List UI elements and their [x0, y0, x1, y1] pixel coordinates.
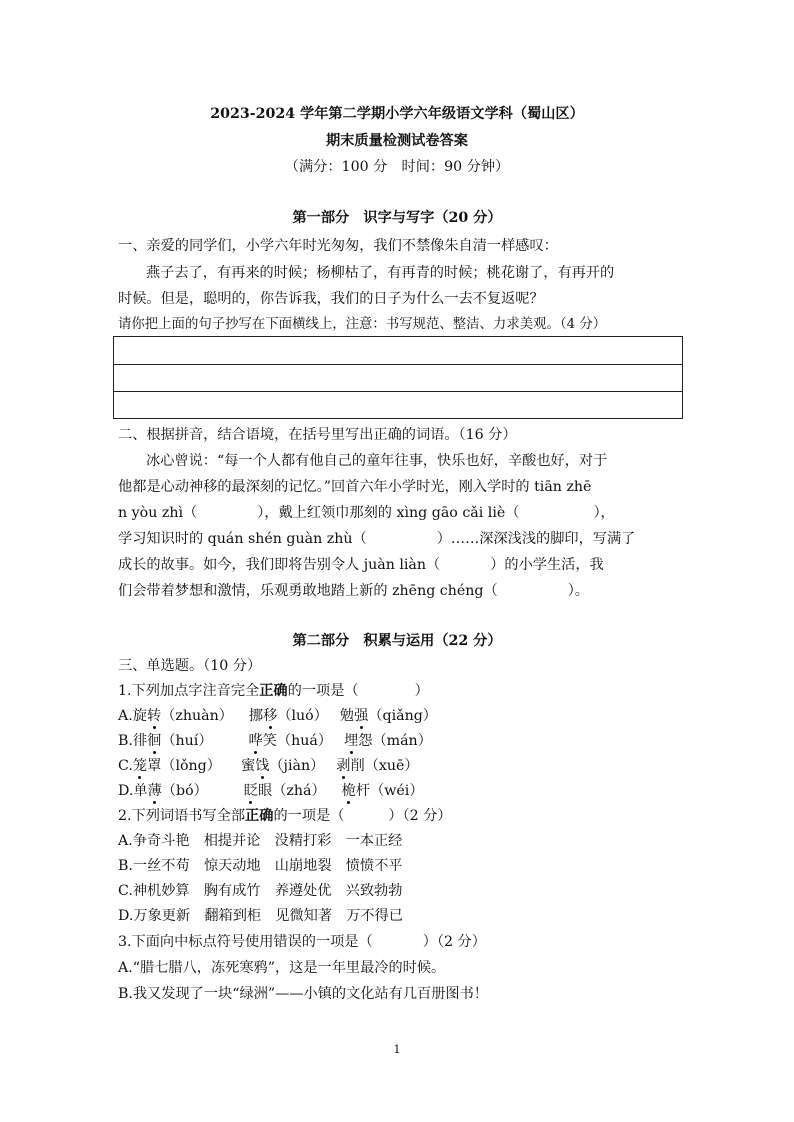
pinyin-juanlian: 成长的故事。如今，我们即将告别令人 juàn liàn（ [118, 557, 441, 573]
word-char: 挪 [248, 708, 264, 724]
pinyin: （lǒng） [161, 758, 221, 774]
dotted-char: 笼 [132, 758, 148, 774]
stem-text: ）（2 分） [388, 808, 452, 824]
q2-intro: 二、根据拼音，结合语境，在括号里写出正确的词语。（16 分） [118, 427, 517, 443]
dotted-char: 哗 [248, 733, 263, 749]
q3-3-option-a: A.“腊七腊八，冻死寒鸦”，这是一年里最冷的时候。 [118, 960, 446, 976]
word-char: 单 [133, 783, 148, 799]
word-char: 眼 [258, 783, 273, 799]
q3-1-option-c [118, 756, 419, 776]
word-char: 勉 [339, 708, 355, 724]
word-char: 蜜 [240, 758, 256, 774]
q3-2-option-c: C.神机妙算 胸有成竹 养遵处优 兴致勃勃 [118, 883, 403, 899]
q1-intro: 一、亲爱的同学们，小学六年时光匆匆，我们不禁像朱自清一样感叹： [118, 238, 558, 254]
word-char: 削 [350, 758, 365, 774]
word-char: 笑 [262, 733, 277, 749]
q2-line3 [118, 503, 615, 523]
q3-2-option-b: B.一丝不苟 惊天动地 山崩地裂 愤愤不平 [118, 858, 403, 874]
word-char: 罩 [147, 758, 162, 774]
q2-line1: 冰心曾说：“每一个人都有他自己的童年往事，快乐也好，辛酸也好，对于 [146, 453, 608, 469]
score-time: （满分：100 分 时间：90 分钟） [284, 159, 510, 175]
option-letter: D. [118, 783, 134, 799]
pinyin-xinggaocailie: ），戴上红领巾那刻的 xìng gāo cǎi liè（ [257, 505, 520, 521]
word-char: 徘 [132, 733, 148, 749]
pinyin-quanshenguanzhu: 学习知识时的 quán shén guàn zhù（ [118, 531, 367, 547]
dotted-char: 埋 [344, 733, 359, 749]
part2-heading: 第二部分 积累与运用（22 分） [292, 633, 502, 649]
stem-emphasis: 正确 [259, 683, 288, 699]
stem-text: ） [414, 683, 429, 699]
page-number: 1 [393, 1043, 401, 1056]
pinyin: （jiàn） [269, 758, 325, 774]
q1-instruction: 请你把上面的句子抄写在下面横线上，注意：书写规范、整洁、力求美观。（4 分） [118, 317, 607, 332]
exam-title: 2023-2024 学年第二学期小学六年级语文学科（蜀山区） [210, 106, 584, 122]
dotted-char: 饯 [255, 758, 270, 774]
copy-line-divider [114, 364, 682, 365]
q3-3-stem [118, 932, 486, 952]
dotted-char: 徊 [147, 733, 162, 749]
pinyin: （bó） [161, 783, 208, 799]
dotted-char: 桅 [341, 783, 356, 799]
q2-line6 [118, 581, 589, 601]
option-letter: C. [118, 758, 133, 774]
stem-emphasis: 正确 [245, 808, 274, 824]
pinyin: （qiǎng） [368, 708, 437, 724]
copy-line-divider [114, 391, 682, 392]
stem-text: 1.下列加点字注音完全 [118, 683, 260, 699]
pinyin-zhengcheng: 们会带着梦想和激情，乐观勇敢地踏上新的 zhēng chéng（ [118, 583, 498, 599]
q3-1-option-b [118, 731, 432, 751]
q2-line5 [118, 555, 604, 575]
q2-line6-tail: ）。 [567, 583, 589, 599]
word-char: 怨 [358, 733, 373, 749]
part1-heading: 第一部分 识字与写字（20 分） [292, 210, 502, 226]
pinyin: （huí） [161, 733, 213, 749]
word-char: 旋 [132, 708, 147, 724]
q3-2-option-a: A.争奇斗艳 相提并论 没精打彩 一本正经 [118, 833, 403, 849]
q3-1-stem [118, 681, 429, 701]
q3-2-option-d: D.万象更新 翻箱到柜 见微知著 万不得已 [118, 908, 403, 924]
exam-subtitle: 期末质量检测试卷答案 [326, 133, 468, 149]
dotted-char: 转 [146, 708, 162, 724]
word-char: 杆 [355, 783, 371, 799]
stem-text: 3.下面向中标点符号使用错误的一项是（ [118, 934, 373, 950]
q3-1-option-a [118, 706, 437, 726]
pinyin: （zhá） [272, 783, 326, 799]
pinyin: （xuē） [364, 758, 419, 774]
dotted-char: 剥 [336, 758, 351, 774]
stem-text: 的一项是（ [287, 683, 359, 699]
pinyin: （mán） [372, 733, 432, 749]
q2-line4-tail: ）……深深浅浅的脚印，写满了 [436, 531, 636, 547]
pinyin: （wéi） [370, 783, 424, 799]
dotted-char: 薄 [147, 783, 162, 799]
stem-text: 2.下列词语书写全部 [118, 808, 246, 824]
pinyin-tianzhenyouzhi: n yòu zhì（ [118, 505, 198, 521]
section3-heading: 三、单选题。（10 分） [118, 658, 262, 674]
q3-1-option-d [118, 781, 424, 801]
stem-text: ）（2 分） [422, 934, 486, 950]
dotted-char: 强 [354, 708, 369, 724]
pinyin: （huá） [276, 733, 333, 749]
q1-quote-line1: 燕子去了，有再来的时候；杨柳枯了，有再青的时候；桃花谢了，有再开的 [146, 265, 615, 281]
q3-3-option-b: B.我又发现了一块“绿洲”——小镇的文化站有几百册图书！ [118, 986, 488, 1002]
option-letter: B. [118, 733, 133, 749]
q2-line4 [118, 529, 635, 549]
stem-text: 的一项是（ [273, 808, 345, 824]
pinyin: （zhuàn） [161, 708, 233, 724]
q1-quote-line2: 时候。但是，聪明的，你告诉我，我们的日子为什么一去不复返呢？ [118, 291, 544, 307]
q2-line3-tail: ）， [593, 505, 615, 521]
q2-line5-tail: ）的小学生活，我 [490, 557, 604, 573]
option-letter: A. [118, 708, 133, 724]
pinyin: （luó） [277, 708, 328, 724]
copy-writing-box[interactable] [113, 336, 683, 419]
dotted-char: 移 [263, 708, 278, 724]
q2-line2: 他都是心动神移的最深刻的记忆。”回首六年小学时光，刚入学时的 tiān zhē [118, 479, 592, 495]
q3-2-stem [118, 806, 452, 826]
dotted-char: 眨 [243, 783, 258, 799]
